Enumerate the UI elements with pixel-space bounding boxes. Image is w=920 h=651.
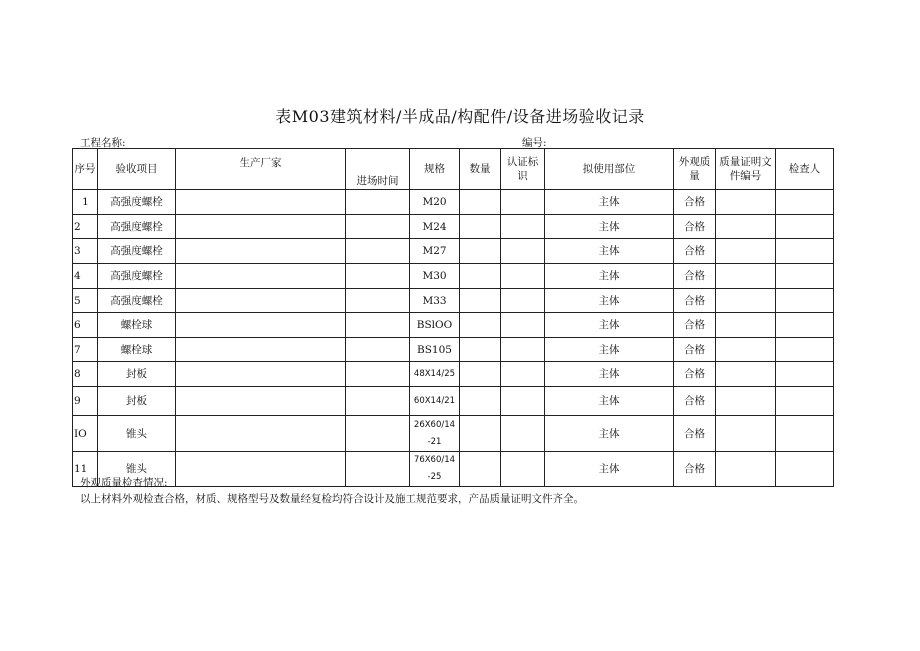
cell-qty bbox=[460, 362, 501, 387]
cell-location: 主体 bbox=[545, 289, 674, 313]
cell-seq: 6 bbox=[73, 313, 98, 338]
cell-seq: IO bbox=[73, 416, 98, 452]
cell-seq: 5 bbox=[73, 289, 98, 313]
cell-appearance: 合格 bbox=[674, 215, 716, 239]
appearance-check-heading: 外观质量检查情况: bbox=[80, 477, 168, 489]
spec-line-1: 26X60/14 bbox=[413, 419, 456, 430]
cell-cert bbox=[501, 190, 545, 215]
cell-quality-doc bbox=[716, 362, 776, 387]
cell-inspector bbox=[776, 190, 834, 215]
cell-item: 封板 bbox=[98, 387, 176, 416]
cell-seq: 11 bbox=[73, 452, 98, 487]
cell-seq: 3 bbox=[73, 239, 98, 264]
cell-appearance: 合格 bbox=[674, 362, 716, 387]
header-quality-doc: 质量证明文件编号 bbox=[716, 149, 776, 190]
table-row bbox=[73, 264, 834, 289]
cell-appearance: 合格 bbox=[674, 387, 716, 416]
cell-cert bbox=[501, 215, 545, 239]
cell-entry-time bbox=[346, 289, 410, 313]
table-row bbox=[73, 190, 834, 215]
cell-maker bbox=[176, 387, 346, 416]
cell-cert bbox=[501, 362, 545, 387]
cell-item: 螺栓球 bbox=[98, 313, 176, 338]
cell-spec: 60X14/21 bbox=[410, 387, 460, 416]
cell-cert bbox=[501, 416, 545, 452]
cell-entry-time bbox=[346, 387, 410, 416]
cell-maker bbox=[176, 416, 346, 452]
cell-seq: 1 bbox=[73, 190, 98, 215]
cell-spec: M27 bbox=[410, 239, 460, 264]
table-row bbox=[73, 338, 834, 362]
cell-spec bbox=[410, 452, 460, 487]
cell-appearance: 合格 bbox=[674, 239, 716, 264]
cell-seq: 2 bbox=[73, 215, 98, 239]
cell-location: 主体 bbox=[545, 264, 674, 289]
cell-cert bbox=[501, 338, 545, 362]
cell-item: 高强度螺栓 bbox=[98, 289, 176, 313]
table-row bbox=[73, 387, 834, 416]
table-row bbox=[73, 452, 834, 487]
cell-quality-doc bbox=[716, 239, 776, 264]
header-spec: 规格 bbox=[410, 149, 460, 190]
cell-inspector bbox=[776, 239, 834, 264]
cell-spec: BS105 bbox=[410, 338, 460, 362]
cell-inspector bbox=[776, 215, 834, 239]
cell-item: 高强度螺栓 bbox=[98, 190, 176, 215]
cell-quality-doc bbox=[716, 289, 776, 313]
cell-appearance: 合格 bbox=[674, 190, 716, 215]
table-row bbox=[73, 215, 834, 239]
cell-inspector bbox=[776, 387, 834, 416]
cell-seq: 8 bbox=[73, 362, 98, 387]
cell-item: 锥头 bbox=[98, 452, 176, 487]
header-maker: 生产厂家 bbox=[176, 149, 346, 190]
acceptance-record-table bbox=[72, 148, 834, 487]
cell-appearance: 合格 bbox=[674, 338, 716, 362]
cell-inspector bbox=[776, 313, 834, 338]
cell-cert bbox=[501, 313, 545, 338]
appearance-check-conclusion: 以上材料外观检查合格，材质、规格型号及数量经复检均符合设计及施工规范要求，产品质量证明文件齐全。 bbox=[80, 493, 584, 505]
cell-inspector bbox=[776, 338, 834, 362]
header-inspector: 检查人 bbox=[776, 149, 834, 190]
cell-location: 主体 bbox=[545, 416, 674, 452]
cell-appearance: 合格 bbox=[674, 289, 716, 313]
cell-item: 螺栓球 bbox=[98, 338, 176, 362]
cell-qty bbox=[460, 215, 501, 239]
cell-seq: 4 bbox=[73, 264, 98, 289]
cell-seq: 9 bbox=[73, 387, 98, 416]
cell-item: 高强度螺栓 bbox=[98, 215, 176, 239]
cell-qty bbox=[460, 452, 501, 487]
cell-cert bbox=[501, 239, 545, 264]
cell-location: 主体 bbox=[545, 190, 674, 215]
cell-entry-time bbox=[346, 416, 410, 452]
cell-appearance: 合格 bbox=[674, 452, 716, 487]
project-name-label: 工程名称: bbox=[80, 137, 126, 149]
cell-spec: M33 bbox=[410, 289, 460, 313]
cell-cert bbox=[501, 289, 545, 313]
cell-entry-time bbox=[346, 452, 410, 487]
form-title: 表M03建筑材料/半成品/构配件/设备进场验收记录 bbox=[275, 107, 645, 126]
cell-seq: 7 bbox=[73, 338, 98, 362]
cell-qty bbox=[460, 338, 501, 362]
cell-cert bbox=[501, 387, 545, 416]
cell-entry-time bbox=[346, 338, 410, 362]
cell-inspector bbox=[776, 264, 834, 289]
header-item: 验收项目 bbox=[98, 149, 176, 190]
cell-quality-doc bbox=[716, 387, 776, 416]
cell-location: 主体 bbox=[545, 338, 674, 362]
cell-qty bbox=[460, 190, 501, 215]
cell-qty bbox=[460, 387, 501, 416]
cell-location: 主体 bbox=[545, 362, 674, 387]
cell-spec: M20 bbox=[410, 190, 460, 215]
header-entry-time: 进场时间 bbox=[346, 149, 410, 190]
cell-quality-doc bbox=[716, 338, 776, 362]
cell-quality-doc bbox=[716, 190, 776, 215]
cell-entry-time bbox=[346, 313, 410, 338]
cell-spec: M30 bbox=[410, 264, 460, 289]
cell-inspector bbox=[776, 362, 834, 387]
cell-location: 主体 bbox=[545, 452, 674, 487]
cell-location: 主体 bbox=[545, 387, 674, 416]
cell-maker bbox=[176, 215, 346, 239]
cell-spec bbox=[410, 416, 460, 452]
form-number-label: 编号: bbox=[522, 137, 547, 149]
cell-qty bbox=[460, 239, 501, 264]
cell-quality-doc bbox=[716, 264, 776, 289]
spec-line-1: 76X60/14 bbox=[413, 455, 456, 465]
cell-quality-doc bbox=[716, 313, 776, 338]
cell-quality-doc bbox=[716, 452, 776, 487]
cell-appearance: 合格 bbox=[674, 313, 716, 338]
header-cert-mark: 认证标识 bbox=[501, 149, 545, 190]
header-use-location: 拟使用部位 bbox=[545, 149, 674, 190]
cell-entry-time bbox=[346, 239, 410, 264]
cell-location: 主体 bbox=[545, 313, 674, 338]
cell-qty bbox=[460, 416, 501, 452]
header-row bbox=[73, 149, 834, 190]
cell-item: 高强度螺栓 bbox=[98, 239, 176, 264]
table-row bbox=[73, 313, 834, 338]
cell-appearance: 合格 bbox=[674, 416, 716, 452]
table-row bbox=[73, 289, 834, 313]
cell-maker bbox=[176, 264, 346, 289]
cell-maker bbox=[176, 289, 346, 313]
cell-entry-time bbox=[346, 190, 410, 215]
cell-spec: BSlOO bbox=[410, 313, 460, 338]
cell-spec: M24 bbox=[410, 215, 460, 239]
cell-maker bbox=[176, 452, 346, 487]
cell-cert bbox=[501, 264, 545, 289]
cell-qty bbox=[460, 313, 501, 338]
cell-entry-time bbox=[346, 215, 410, 239]
cell-quality-doc bbox=[716, 416, 776, 452]
cell-item: 封板 bbox=[98, 362, 176, 387]
header-qty: 数量 bbox=[460, 149, 501, 190]
cell-maker bbox=[176, 313, 346, 338]
table-row bbox=[73, 362, 834, 387]
cell-entry-time bbox=[346, 264, 410, 289]
cell-item: 锥头 bbox=[98, 416, 176, 452]
cell-qty bbox=[460, 264, 501, 289]
cell-inspector bbox=[776, 416, 834, 452]
cell-maker bbox=[176, 239, 346, 264]
cell-qty bbox=[460, 289, 501, 313]
table-row bbox=[73, 239, 834, 264]
cell-maker bbox=[176, 190, 346, 215]
cell-item: 高强度螺栓 bbox=[98, 264, 176, 289]
cell-location: 主体 bbox=[545, 239, 674, 264]
cell-inspector bbox=[776, 452, 834, 487]
cell-cert bbox=[501, 452, 545, 487]
cell-maker bbox=[176, 362, 346, 387]
table-row bbox=[73, 416, 834, 452]
cell-maker bbox=[176, 338, 346, 362]
spec-line-2: -21 bbox=[427, 436, 442, 447]
cell-spec: 48X14/25 bbox=[410, 362, 460, 387]
header-appearance: 外观质量 bbox=[674, 149, 716, 190]
header-seq: 序号 bbox=[73, 149, 98, 190]
cell-location: 主体 bbox=[545, 215, 674, 239]
cell-entry-time bbox=[346, 362, 410, 387]
cell-inspector bbox=[776, 289, 834, 313]
spec-line-2: -25 bbox=[427, 472, 442, 482]
cell-appearance: 合格 bbox=[674, 264, 716, 289]
cell-quality-doc bbox=[716, 215, 776, 239]
